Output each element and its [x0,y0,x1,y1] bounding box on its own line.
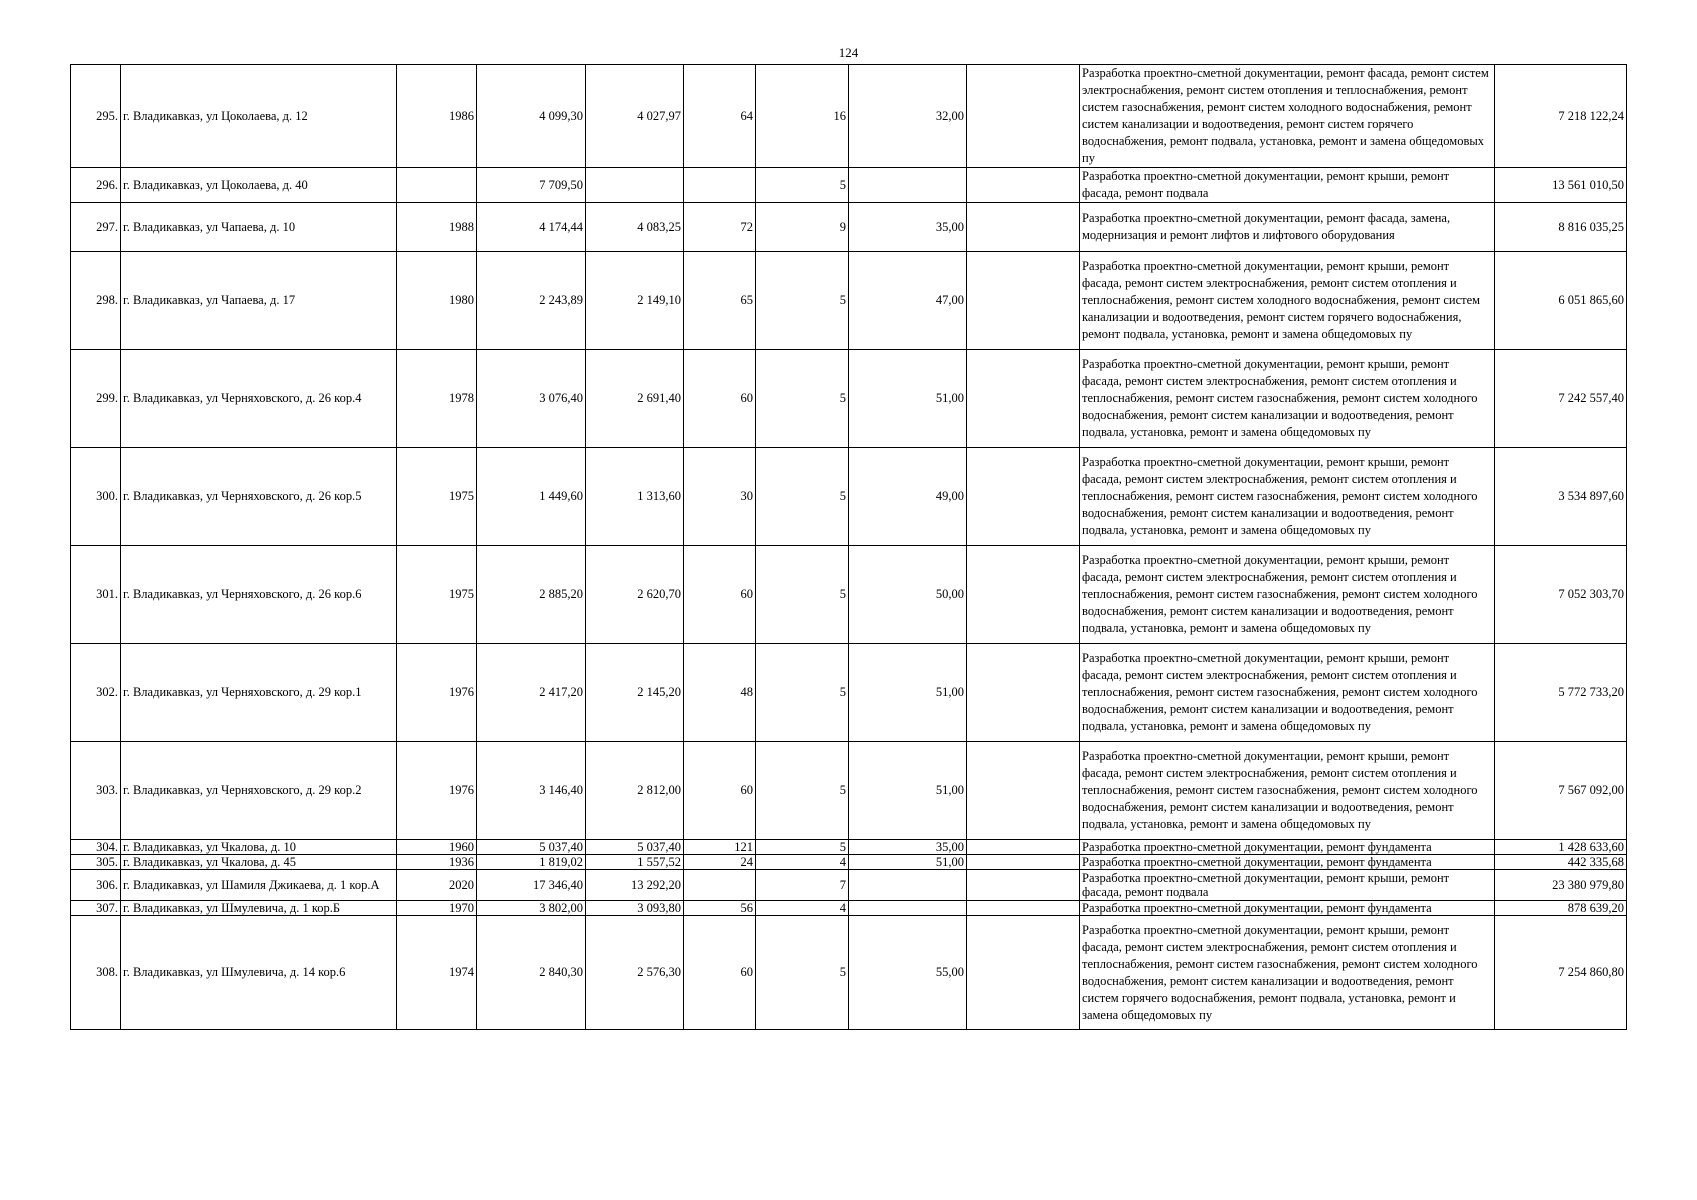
address-cell: г. Владикавказ, ул Шмулевича, д. 1 кор.Б [121,901,397,916]
year-cell: 1980 [397,252,477,350]
column-6-cell: 60 [684,916,756,1030]
living-area-cell: 4 027,97 [586,65,684,168]
works-cell: Разработка проектно-сметной документации, ремонт крыши, ремонт фасада, ремонт систем электроснабжения, ремонт систем отопления и теплоснабжения, ремонт систем газоснабжения, ремонт систем холодного водоснабжения, ремонт систем канализации и водоотведения, ремонт подвала, установка, ремонт и замена общедомовых пу [1080,350,1495,448]
row-number: 297. [71,203,121,252]
column-8-cell [849,870,967,901]
total-area-cell: 3 146,40 [477,742,586,840]
total-area-cell: 4 099,30 [477,65,586,168]
address-cell: г. Владикавказ, ул Черняховского, д. 26 кор.5 [121,448,397,546]
column-8-cell: 51,00 [849,644,967,742]
works-cell: Разработка проектно-сметной документации, ремонт фундамента [1080,840,1495,855]
column-6-cell: 24 [684,855,756,870]
cost-cell: 7 218 122,24 [1495,65,1627,168]
table-row [71,742,1627,840]
table-row [71,916,1627,1030]
total-area-cell: 1 449,60 [477,448,586,546]
address-cell: г. Владикавказ, ул Чапаева, д. 10 [121,203,397,252]
total-area-cell: 3 802,00 [477,901,586,916]
living-area-cell [586,168,684,203]
table-row [71,203,1627,252]
living-area-cell: 4 083,25 [586,203,684,252]
column-7-cell: 5 [756,168,849,203]
column-8-cell: 51,00 [849,855,967,870]
row-number: 303. [71,742,121,840]
column-9-cell [967,901,1080,916]
column-6-cell: 30 [684,448,756,546]
column-6-cell: 65 [684,252,756,350]
column-9-cell [967,65,1080,168]
address-cell: г. Владикавказ, ул Черняховского, д. 26 кор.6 [121,546,397,644]
column-7-cell: 4 [756,901,849,916]
total-area-cell: 4 174,44 [477,203,586,252]
column-7-cell: 5 [756,644,849,742]
year-cell: 1976 [397,644,477,742]
row-number: 308. [71,916,121,1030]
column-9-cell [967,546,1080,644]
works-cell: Разработка проектно-сметной документации, ремонт крыши, ремонт фасада, ремонт систем электроснабжения, ремонт систем отопления и теплоснабжения, ремонт систем газоснабжения, ремонт систем холодного водоснабжения, ремонт систем канализации и водоотведения, ремонт подвала, установка, ремонт и замена общедомовых пу [1080,546,1495,644]
year-cell: 1975 [397,546,477,644]
column-9-cell [967,168,1080,203]
total-area-cell: 1 819,02 [477,855,586,870]
works-cell: Разработка проектно-сметной документации, ремонт фасада, замена, модернизация и ремонт лифтов и лифтового оборудования [1080,203,1495,252]
cost-cell: 7 567 092,00 [1495,742,1627,840]
column-6-cell: 60 [684,350,756,448]
table-row [71,840,1627,855]
column-9-cell [967,350,1080,448]
year-cell: 1970 [397,901,477,916]
row-number: 305. [71,855,121,870]
living-area-cell: 1 313,60 [586,448,684,546]
column-7-cell: 7 [756,870,849,901]
column-8-cell: 50,00 [849,546,967,644]
living-area-cell: 2 576,30 [586,916,684,1030]
works-cell: Разработка проектно-сметной документации, ремонт крыши, ремонт фасада, ремонт систем электроснабжения, ремонт систем отопления и теплоснабжения, ремонт систем газоснабжения, ремонт систем холодного водоснабжения, ремонт систем канализации и водоотведения, ремонт подвала, установка, ремонт и замена общедомовых пу [1080,644,1495,742]
works-cell: Разработка проектно-сметной документации, ремонт крыши, ремонт фасада, ремонт подвала [1080,870,1495,901]
total-area-cell: 5 037,40 [477,840,586,855]
row-number: 295. [71,65,121,168]
column-9-cell [967,870,1080,901]
column-7-cell: 5 [756,546,849,644]
table-row [71,448,1627,546]
column-7-cell: 9 [756,203,849,252]
year-cell: 1988 [397,203,477,252]
column-7-cell: 5 [756,742,849,840]
living-area-cell: 2 691,40 [586,350,684,448]
column-6-cell: 64 [684,65,756,168]
address-cell: г. Владикавказ, ул Чапаева, д. 17 [121,252,397,350]
total-area-cell: 2 840,30 [477,916,586,1030]
column-8-cell: 35,00 [849,203,967,252]
row-number: 302. [71,644,121,742]
total-area-cell: 2 243,89 [477,252,586,350]
address-cell: г. Владикавказ, ул Черняховского, д. 29 кор.2 [121,742,397,840]
table-row [71,546,1627,644]
living-area-cell: 5 037,40 [586,840,684,855]
cost-cell: 23 380 979,80 [1495,870,1627,901]
column-9-cell [967,448,1080,546]
column-9-cell [967,916,1080,1030]
works-cell: Разработка проектно-сметной документации, ремонт фундамента [1080,901,1495,916]
year-cell: 1960 [397,840,477,855]
living-area-cell: 2 812,00 [586,742,684,840]
address-cell: г. Владикавказ, ул Шмулевича, д. 14 кор.6 [121,916,397,1030]
works-cell: Разработка проектно-сметной документации, ремонт фасада, ремонт систем электроснабжения, ремонт систем отопления и теплоснабжения, ремонт систем газоснабжения, ремонт систем холодного водоснабжения, ремонт систем канализации и водоотведения, ремонт систем горячего водоснабжения, ремонт подвала, установка, ремонт и замена общедомовых пу [1080,65,1495,168]
address-cell: г. Владикавказ, ул Цоколаева, д. 40 [121,168,397,203]
address-cell: г. Владикавказ, ул Черняховского, д. 29 кор.1 [121,644,397,742]
column-9-cell [967,855,1080,870]
table-row [71,168,1627,203]
works-cell: Разработка проектно-сметной документации, ремонт фундамента [1080,855,1495,870]
column-8-cell [849,901,967,916]
table-row [71,252,1627,350]
total-area-cell: 3 076,40 [477,350,586,448]
column-7-cell: 16 [756,65,849,168]
address-cell: г. Владикавказ, ул Шамиля Джикаева, д. 1 кор.А [121,870,397,901]
column-6-cell: 72 [684,203,756,252]
column-7-cell: 5 [756,252,849,350]
address-cell: г. Владикавказ, ул Черняховского, д. 26 кор.4 [121,350,397,448]
column-9-cell [967,742,1080,840]
row-number: 304. [71,840,121,855]
living-area-cell: 3 093,80 [586,901,684,916]
column-6-cell: 56 [684,901,756,916]
column-6-cell [684,168,756,203]
year-cell: 1974 [397,916,477,1030]
column-6-cell [684,870,756,901]
row-number: 298. [71,252,121,350]
cost-cell: 3 534 897,60 [1495,448,1627,546]
total-area-cell: 2 417,20 [477,644,586,742]
table-row [71,65,1627,168]
year-cell: 1976 [397,742,477,840]
row-number: 296. [71,168,121,203]
living-area-cell: 2 620,70 [586,546,684,644]
cost-cell: 13 561 010,50 [1495,168,1627,203]
works-cell: Разработка проектно-сметной документации, ремонт крыши, ремонт фасада, ремонт систем электроснабжения, ремонт систем отопления и теплоснабжения, ремонт систем газоснабжения, ремонт систем холодного водоснабжения, ремонт систем канализации и водоотведения, ремонт подвала, установка, ремонт и замена общедомовых пу [1080,448,1495,546]
living-area-cell: 13 292,20 [586,870,684,901]
table-row [71,901,1627,916]
year-cell: 1986 [397,65,477,168]
column-8-cell: 32,00 [849,65,967,168]
cost-cell: 7 052 303,70 [1495,546,1627,644]
column-7-cell: 5 [756,448,849,546]
table-body [71,65,1627,1030]
works-cell: Разработка проектно-сметной документации, ремонт крыши, ремонт фасада, ремонт систем электроснабжения, ремонт систем отопления и теплоснабжения, ремонт систем холодного водоснабжения, ремонт систем канализации и водоотведения, ремонт систем горячего водоснабжения, ремонт подвала, установка, ремонт и замена общедомовых пу [1080,252,1495,350]
cost-cell: 7 242 557,40 [1495,350,1627,448]
column-7-cell: 4 [756,855,849,870]
year-cell: 1978 [397,350,477,448]
column-9-cell [967,840,1080,855]
column-8-cell [849,168,967,203]
cost-cell: 1 428 633,60 [1495,840,1627,855]
cost-cell: 5 772 733,20 [1495,644,1627,742]
column-6-cell: 60 [684,546,756,644]
column-7-cell: 5 [756,916,849,1030]
works-cell: Разработка проектно-сметной документации, ремонт крыши, ремонт фасада, ремонт систем электроснабжения, ремонт систем отопления и теплоснабжения, ремонт систем газоснабжения, ремонт систем холодного водоснабжения, ремонт систем канализации и водоотведения, ремонт подвала, установка, ремонт и замена общедомовых пу [1080,742,1495,840]
cost-cell: 6 051 865,60 [1495,252,1627,350]
housing-repair-table [70,64,1627,1030]
row-number: 307. [71,901,121,916]
column-9-cell [967,252,1080,350]
column-8-cell: 47,00 [849,252,967,350]
row-number: 301. [71,546,121,644]
column-8-cell: 49,00 [849,448,967,546]
total-area-cell: 7 709,50 [477,168,586,203]
column-8-cell: 51,00 [849,350,967,448]
year-cell: 1936 [397,855,477,870]
year-cell: 2020 [397,870,477,901]
year-cell [397,168,477,203]
works-cell: Разработка проектно-сметной документации, ремонт крыши, ремонт фасада, ремонт систем электроснабжения, ремонт систем отопления и теплоснабжения, ремонт систем газоснабжения, ремонт систем холодного водоснабжения, ремонт систем канализации и водоотведения, ремонт систем горячего водоснабжения, ремонт подвала, установка, ремонт и замена общедомовых пу [1080,916,1495,1030]
column-6-cell: 121 [684,840,756,855]
row-number: 300. [71,448,121,546]
column-8-cell: 55,00 [849,916,967,1030]
cost-cell: 8 816 035,25 [1495,203,1627,252]
works-cell: Разработка проектно-сметной документации, ремонт крыши, ремонт фасада, ремонт подвала [1080,168,1495,203]
row-number: 306. [71,870,121,901]
cost-cell: 442 335,68 [1495,855,1627,870]
column-6-cell: 60 [684,742,756,840]
total-area-cell: 2 885,20 [477,546,586,644]
cost-cell: 878 639,20 [1495,901,1627,916]
column-9-cell [967,203,1080,252]
living-area-cell: 2 149,10 [586,252,684,350]
cost-cell: 7 254 860,80 [1495,916,1627,1030]
address-cell: г. Владикавказ, ул Чкалова, д. 10 [121,840,397,855]
column-9-cell [967,644,1080,742]
living-area-cell: 2 145,20 [586,644,684,742]
address-cell: г. Владикавказ, ул Цоколаева, д. 12 [121,65,397,168]
table-row [71,870,1627,901]
column-6-cell: 48 [684,644,756,742]
column-8-cell: 35,00 [849,840,967,855]
address-cell: г. Владикавказ, ул Чкалова, д. 45 [121,855,397,870]
total-area-cell: 17 346,40 [477,870,586,901]
column-7-cell: 5 [756,840,849,855]
column-7-cell: 5 [756,350,849,448]
page-number: 124 [838,45,859,60]
table-row [71,350,1627,448]
living-area-cell: 1 557,52 [586,855,684,870]
column-8-cell: 51,00 [849,742,967,840]
row-number: 299. [71,350,121,448]
table-row [71,644,1627,742]
table-row [71,855,1627,870]
year-cell: 1975 [397,448,477,546]
